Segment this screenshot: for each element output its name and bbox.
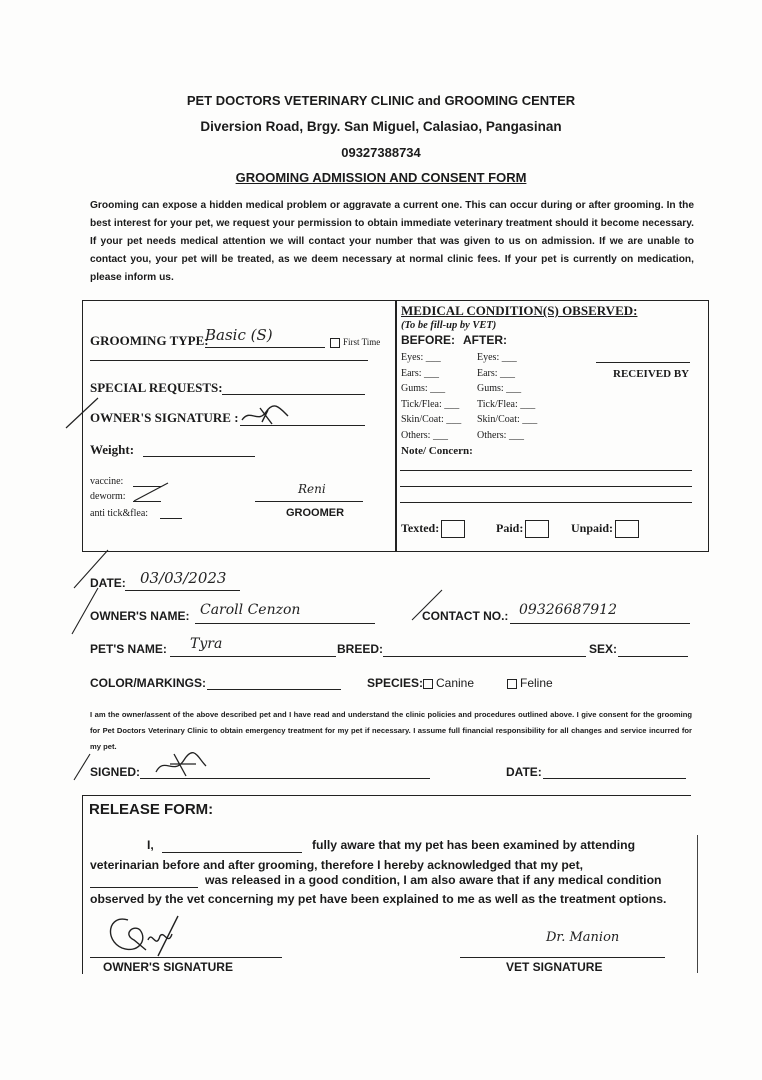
vet-signature-line [460, 957, 665, 958]
special-requests-field[interactable] [222, 394, 365, 395]
clinic-phone: 09327388734 [341, 145, 421, 160]
unpaid-box-icon [615, 520, 639, 538]
color-markings-label: COLOR/MARKINGS: [90, 676, 206, 690]
after-tick: Tick/Flea: ___ [477, 398, 536, 410]
owner-signature-label: OWNER'S SIGNATURE : [90, 410, 239, 425]
sex-label: SEX: [589, 642, 618, 656]
deworm-label: deworm: [90, 491, 126, 502]
unpaid-checkbox[interactable] [571, 520, 639, 538]
date-label: DATE: [90, 576, 126, 590]
signed-signature-scribble [150, 750, 210, 780]
contact-label: CONTACT NO.: [422, 609, 509, 623]
species-label: SPECIES: [367, 676, 424, 690]
pet-name-label: PET'S NAME: [90, 642, 167, 656]
owner-signature-line [240, 425, 365, 426]
received-by-label: RECEIVED BY [613, 368, 690, 380]
check-mark-icon [408, 588, 448, 624]
before-others: Others: ___ [401, 429, 448, 441]
anti-tick-label: anti tick&flea: [90, 508, 149, 519]
feline-box-icon [507, 679, 517, 689]
before-list [401, 350, 461, 443]
check-mark-icon [70, 752, 94, 782]
date-value: 03/03/2023 [140, 569, 227, 587]
vet-signature-value: Dr. Manion [546, 930, 620, 945]
after-gums: Gums: ___ [477, 383, 522, 394]
check-mark-icon [68, 548, 118, 638]
before-label: BEFORE: [401, 333, 455, 347]
release-line1-end: fully aware that my pet has been examined by attending [312, 838, 636, 852]
note-line-2[interactable] [400, 486, 692, 487]
date-line [125, 590, 240, 591]
before-gums: Gums: ___ [401, 383, 446, 394]
before-skin: Skin/Coat: ___ [401, 414, 462, 425]
pet-name-value: Tyra [190, 636, 223, 652]
release-line4: observed by the vet concerning my pet have been explained to me as well as the treatment options. [90, 892, 667, 906]
owner-name-line [195, 623, 375, 624]
contact-line [510, 623, 690, 624]
vaccine-label: vaccine: [90, 476, 124, 487]
signed-date-field[interactable] [543, 778, 686, 779]
weight-label: Weight: [90, 442, 135, 457]
owner-release-signature-line [90, 957, 282, 958]
after-label: AFTER: [463, 333, 507, 347]
texted-checkbox[interactable] [401, 520, 465, 538]
clinic-address: Diversion Road, Brgy. San Miguel, Calasiao, Pangasinan [200, 119, 562, 134]
paid-label: Paid: [496, 520, 524, 535]
first-time-checkbox[interactable] [330, 337, 380, 348]
grooming-type-line [205, 347, 325, 348]
note-line-3[interactable] [400, 502, 692, 503]
after-others: Others: ___ [477, 429, 524, 441]
first-time-label: First Time [343, 337, 381, 347]
after-skin: Skin/Coat: ___ [477, 414, 538, 425]
feline-label: Feline [520, 676, 553, 690]
release-line1-start: I, [147, 838, 154, 852]
form-title: GROOMING ADMISSION AND CONSENT FORM [235, 170, 527, 185]
owner-signature-scribble [238, 404, 298, 426]
clinic-name: PET DOCTORS VETERINARY CLINIC and GROOMING CENTER [186, 93, 576, 108]
before-tick: Tick/Flea: ___ [401, 398, 460, 410]
feline-option[interactable] [507, 676, 553, 690]
grooming-type-underline [90, 360, 368, 361]
owner-name-label: OWNER'S NAME: [90, 609, 190, 623]
box-divider [395, 300, 397, 551]
consent-text: I am the owner/assent of the above described pet and I have read and understand the clinic policies and procedures outlined above. I give consent for the grooming for Pet Doctors Veterinary Clinic to obtain emergency treatment for my pet if necessary. I assume full financial responsibility for all changes and service incurred for my pet. [90, 710, 692, 751]
release-line3-end: was released in a good condition, I am also aware that if any medical condition [205, 873, 662, 887]
owner-release-signature-scribble [98, 910, 188, 960]
weight-field[interactable] [143, 456, 255, 457]
special-requests-label: SPECIAL REQUESTS: [90, 380, 223, 395]
first-time-box-icon [330, 338, 340, 348]
owner-name-value: Caroll Cenzon [200, 602, 301, 618]
unpaid-label: Unpaid: [571, 520, 614, 535]
release-title: RELEASE FORM: [89, 801, 214, 818]
groomer-label: GROOMER [286, 507, 345, 519]
signed-line [140, 778, 430, 779]
medical-title: MEDICAL CONDITION(S) OBSERVED: [401, 303, 638, 318]
after-list [477, 350, 537, 443]
anti-tick-field[interactable] [160, 518, 182, 519]
groomer-name-value: Reni [298, 482, 326, 496]
check-mark-icon [62, 394, 102, 434]
before-ears: Ears: ___ [401, 367, 440, 379]
release-pet-field[interactable] [90, 887, 198, 888]
note-line-1[interactable] [400, 470, 692, 471]
paid-box-icon [525, 520, 549, 538]
canine-option[interactable] [423, 676, 474, 690]
after-eyes: Eyes: ___ [477, 352, 517, 363]
vet-signature-label: VET SIGNATURE [506, 960, 603, 974]
received-by-line [596, 362, 690, 363]
release-name-field[interactable] [162, 852, 302, 853]
signed-label: SIGNED: [90, 765, 141, 779]
after-ears: Ears: ___ [477, 367, 516, 379]
before-eyes: Eyes: ___ [401, 352, 441, 363]
release-line2: veterinarian before and after grooming, therefore I hereby acknowledged that my pet, [90, 858, 584, 872]
groomer-line [255, 501, 363, 502]
canine-box-icon [423, 679, 433, 689]
grooming-type-value: Basic (S) [205, 326, 273, 344]
breed-label: BREED: [337, 642, 384, 656]
signed-date-label: DATE: [506, 765, 542, 779]
texted-label: Texted: [401, 520, 440, 535]
deworm-check-icon [132, 481, 172, 505]
texted-box-icon [441, 520, 465, 538]
color-markings-field[interactable] [207, 689, 341, 690]
canine-label: Canine [436, 676, 475, 690]
note-label: Note/ Concern: [401, 445, 473, 457]
contact-value: 09326687912 [519, 602, 617, 618]
owner-release-signature-label: OWNER'S SIGNATURE [103, 960, 233, 974]
paid-checkbox[interactable] [496, 520, 549, 538]
intro-paragraph: Grooming can expose a hidden medical problem or aggravate a current one. This can occur during or after grooming. In the best interest for your pet, we request your permission to obtain immediate veterinary treatment should it become necessary. If your pet needs medical attention we will contact your number that was given to us on admission. If we are unable to contact you, your pet will be treated, as we deem necessary at normal clinic fees. If your pet is currently on medication, please inform us. [90, 200, 694, 283]
pet-name-line [170, 656, 336, 657]
medical-subtitle: (To be fill-up by VET) [401, 320, 497, 331]
sex-field[interactable] [618, 656, 688, 657]
grooming-type-label: GROOMING TYPE: [90, 333, 209, 348]
breed-field[interactable] [383, 656, 586, 657]
